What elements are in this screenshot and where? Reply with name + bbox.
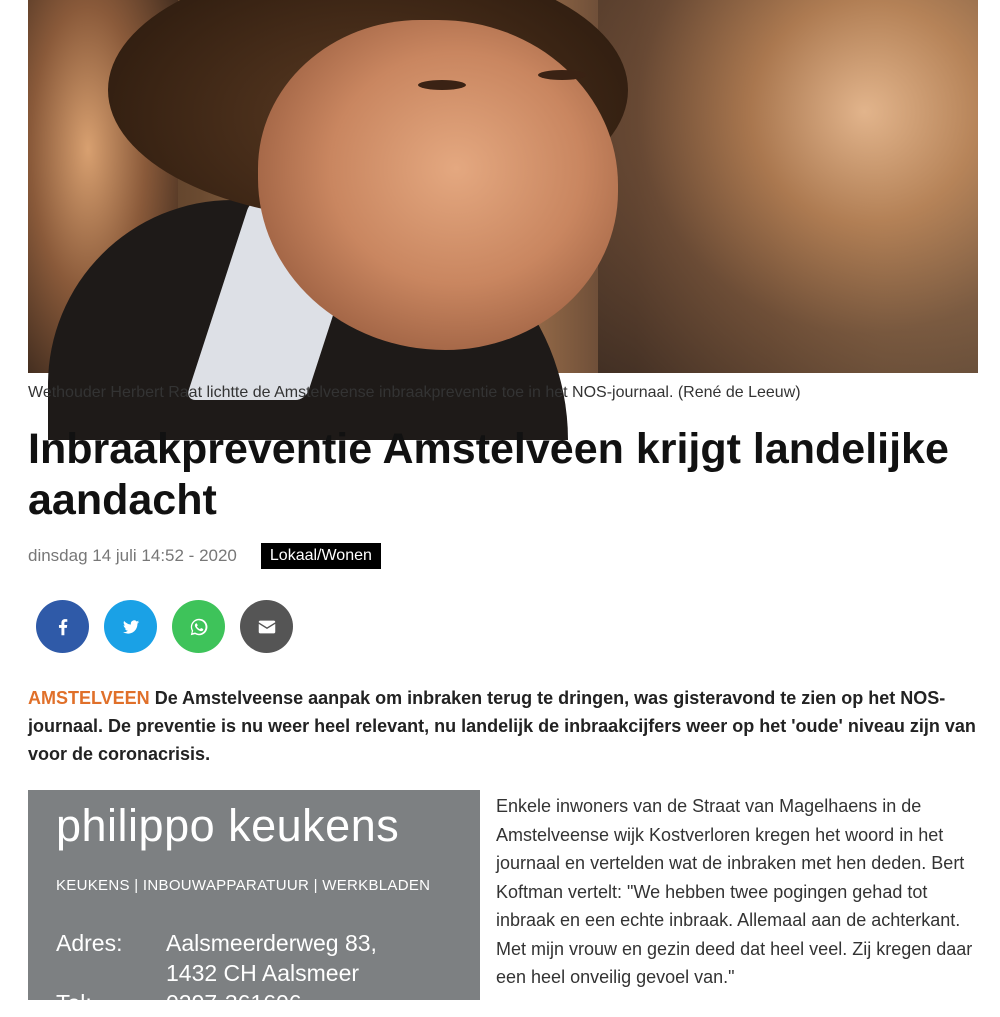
article-hero-image [28, 0, 978, 373]
ad-phone-row [56, 990, 302, 1017]
email-icon [256, 616, 278, 638]
article-meta [28, 543, 381, 569]
share-whatsapp-button[interactable] [172, 600, 225, 653]
hero-eye [418, 80, 466, 90]
advertisement-banner[interactable] [28, 790, 480, 1016]
share-buttons [36, 600, 293, 653]
ad-services: KEUKENS | INBOUWAPPARATUUR | WERKBLADEN [56, 877, 431, 894]
share-facebook-button[interactable] [36, 600, 89, 653]
article-intro [28, 684, 978, 768]
dateline-place: AMSTELVEEN [28, 688, 150, 708]
share-twitter-button[interactable] [104, 600, 157, 653]
ad-phone-label: Tel: [56, 990, 92, 1016]
ad-phone-number: 0297-361606 [166, 990, 302, 1016]
ad-address-line2: 1432 CH Aalsmeer [166, 960, 360, 986]
hero-background-right [598, 0, 978, 373]
ad-address-spacer [56, 960, 166, 987]
ad-address-label: Adres: [56, 930, 123, 956]
article-headline: Inbraakpreventie Amstelveen krijgt landelijke aandacht [28, 425, 949, 524]
ad-address-row [56, 930, 377, 957]
image-caption: Wethouder Herbert Raat lichtte de Amstelveense inbraakpreventie toe in het NOS-journaal. (René de Leeuw) [28, 384, 801, 401]
ad-brand-name: philippo keukens [56, 800, 400, 851]
article-body-paragraph: Enkele inwoners van de Straat van Magelhaens in de Amstelveense wijk Kostverloren kregen het woord in het journaal en vertelden wat de inbraken met hen deden. Bert Koftman vertelt: "We hebben twee pogingen gehad tot inbraak en een echte inbraak. Allemaal aan de achterkant. Met mijn vrouw en gezin deed dat heel veel. Zij kregen daar een heel onveilig gevoel van." [496, 796, 973, 987]
twitter-icon [120, 616, 142, 638]
publish-date: dinsdag 14 juli 14:52 - 2020 [28, 546, 237, 565]
intro-text: De Amstelveense aanpak om inbraken terug te dringen, was gisteravond te zien op het NOS-journaal. De preventie is nu weer heel relevant, nu landelijk de inbraakcijfers weer op het 'oude' niveau zijn van voor de coronacrisis. [28, 688, 976, 764]
facebook-icon [52, 616, 74, 638]
share-email-button[interactable] [240, 600, 293, 653]
whatsapp-icon [188, 616, 210, 638]
category-tag[interactable]: Lokaal/Wonen [261, 543, 381, 569]
ad-address-row-2 [56, 960, 359, 987]
ad-address-line1: Aalsmeerderweg 83, [166, 930, 377, 956]
hero-eye [538, 70, 586, 80]
